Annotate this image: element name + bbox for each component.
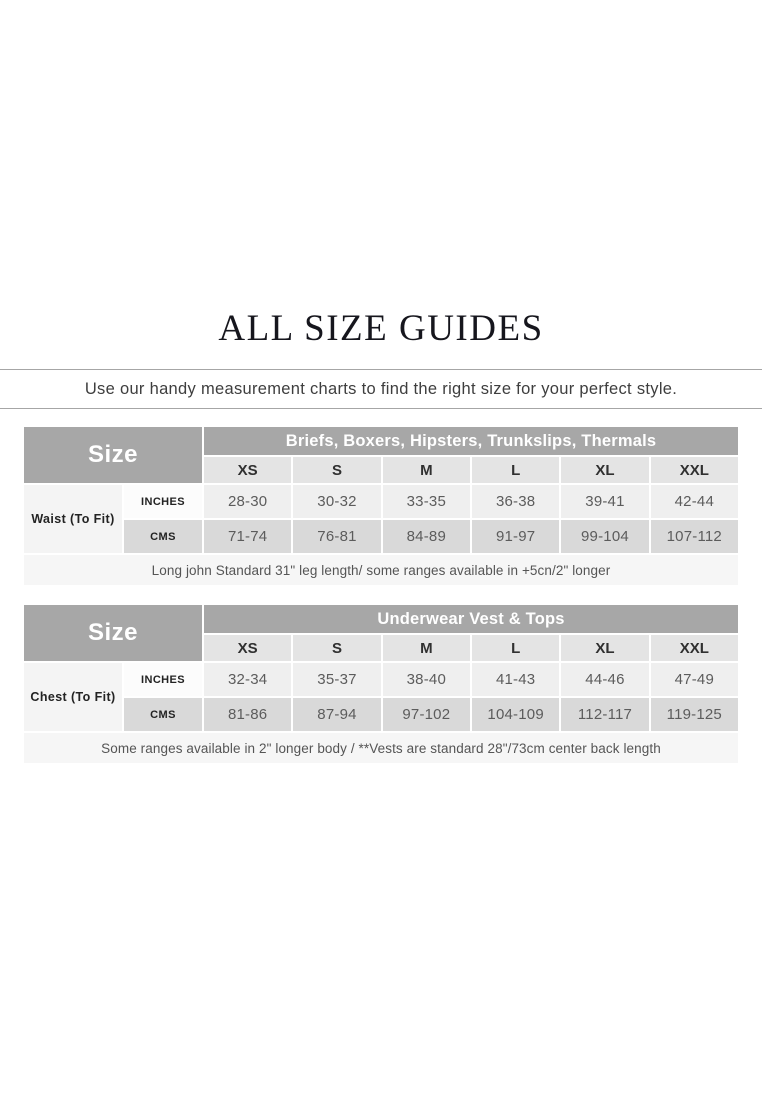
row-group-label: Waist (To Fit): [24, 485, 122, 553]
top-whitespace: [0, 0, 762, 306]
inches-row: [24, 485, 738, 518]
value-cell: 33-35: [383, 485, 470, 518]
value-cell: 104-109: [472, 698, 559, 731]
subtitle-text: Use our handy measurement charts to find the right size for your perfect style.: [84, 379, 678, 398]
value-cell: 119-125: [651, 698, 738, 731]
col-header-xl: XL: [561, 457, 648, 483]
col-header-m: M: [383, 457, 470, 483]
col-header-xl: XL: [561, 635, 648, 661]
value-cell: 28-30: [204, 485, 291, 518]
value-cell: 36-38: [472, 485, 559, 518]
value-cell: 39-41: [561, 485, 648, 518]
size-header-cell: Size: [24, 427, 202, 483]
table-note: Long john Standard 31" leg length/ some ranges available in +5cn/2" longer: [24, 555, 738, 585]
value-cell: 44-46: [561, 663, 648, 696]
row-group-label: Chest (To Fit): [24, 663, 122, 731]
value-cell: 30-32: [293, 485, 380, 518]
value-cell: 32-34: [204, 663, 291, 696]
value-cell: 76-81: [293, 520, 380, 553]
cms-row: [24, 698, 738, 731]
value-cell: 87-94: [293, 698, 380, 731]
size-table-vests: [22, 603, 740, 765]
value-cell: 81-86: [204, 698, 291, 731]
col-header-xxl: XXL: [651, 635, 738, 661]
col-header-s: S: [293, 457, 380, 483]
value-cell: 91-97: [472, 520, 559, 553]
value-cell: 38-40: [383, 663, 470, 696]
page-title: ALL SIZE GUIDES: [218, 308, 544, 349]
value-cell: 84-89: [383, 520, 470, 553]
category-header-cell: Underwear Vest & Tops: [204, 605, 738, 633]
category-header-cell: Briefs, Boxers, Hipsters, Trunkslips, Thermals: [204, 427, 738, 455]
value-cell: 71-74: [204, 520, 291, 553]
size-table-briefs: [22, 425, 740, 587]
col-header-xs: XS: [204, 635, 291, 661]
unit-label-inches: INCHES: [124, 663, 202, 696]
value-cell: 99-104: [561, 520, 648, 553]
unit-label-cms: CMS: [124, 698, 202, 731]
col-header-xxl: XXL: [651, 457, 738, 483]
col-header-l: L: [472, 635, 559, 661]
value-cell: 107-112: [651, 520, 738, 553]
value-cell: 42-44: [651, 485, 738, 518]
col-header-s: S: [293, 635, 380, 661]
col-header-l: L: [472, 457, 559, 483]
col-header-xs: XS: [204, 457, 291, 483]
unit-label-cms: CMS: [124, 520, 202, 553]
value-cell: 47-49: [651, 663, 738, 696]
value-cell: 112-117: [561, 698, 648, 731]
value-cell: 41-43: [472, 663, 559, 696]
table-note: Some ranges available in 2" longer body / **Vests are standard 28"/73cm center back length: [24, 733, 738, 763]
inches-row: [24, 663, 738, 696]
subtitle-banner: [0, 369, 762, 409]
value-cell: 35-37: [293, 663, 380, 696]
unit-label-inches: INCHES: [124, 485, 202, 518]
size-header-cell: Size: [24, 605, 202, 661]
value-cell: 97-102: [383, 698, 470, 731]
cms-row: [24, 520, 738, 553]
col-header-m: M: [383, 635, 470, 661]
